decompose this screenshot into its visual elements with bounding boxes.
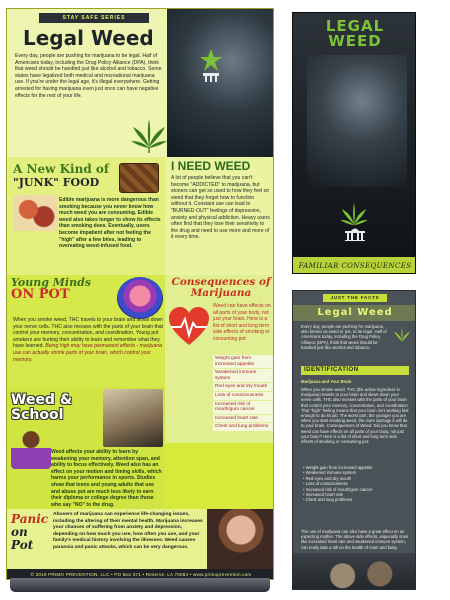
panic-title-line1: Panic <box>11 512 49 526</box>
young-minds-warning: Being high may have permanent effects - marijuana use can actually shrink parts of your brain, which control your memory. <box>13 343 162 363</box>
school-title-line2: School <box>11 407 64 423</box>
poster-title-line2: WEED <box>328 32 382 50</box>
consequences-list <box>213 355 273 432</box>
rollup-banner <box>6 8 274 580</box>
card-intro-text: Every day, people are pushing for marijuana, also known as weed or pot, to be legal. Half of Americans today, including the Drug Policy Alliance (DPA), think that weed should be handled just like alcohol and tobacco. <box>301 324 387 350</box>
list-item: • Increased risk of mouth/gum cancer <box>303 487 407 492</box>
junk-food-text: Edible marijuana is more dangerous than smoking because you never know how much weed you are consuming. Edible weed also takes longer to show its effects than smoking does. Eventually, users become impatient after not feeling the "high" after a few bites, leading to overeating weed-infused food. <box>59 197 161 250</box>
weed-school-text: Weed affects your ability to learn by weakening your memory, attention span, and ability to focus effectively. Weed also has an effect on your motion and timing skills, which harms your performance in sports. Studies show that teens and young adults that use and abuse pot are much less likely to earn their diploma or college degree than those who say "NO" to the drug. <box>51 449 162 508</box>
hands-photo <box>293 553 416 590</box>
card-badge: JUST THE FACTS <box>323 294 387 302</box>
fact-card <box>292 290 416 590</box>
series-badge: STAY SAFE SERIES <box>39 13 149 23</box>
i-need-weed-text: A lot of people believe that you can't become "ADDICTED" to marijuana, but stoners can get so used to how they feel on weed that they forget how to function without it. Constant use can lead to "BURNED-OUT" feelings of depression, anxiety and physical addiction. Heavy users often find that they lose their sensitivity to the drug and need to use more and more of it every time. <box>171 175 270 241</box>
panic-text: Abusers of marijuana can experience life-changing issues, including the altering of their mental health. Marijuana increases your chances of suffering from anxiety and depression, depending on how much you use, how often you use, and your family's medical history involving the illnesses. Weed causes paranoia and panic attacks, which can be very dangerous. <box>53 512 203 550</box>
panic-heading <box>11 513 51 552</box>
i-need-weed-heading: I NEED WEED <box>171 159 251 173</box>
young-minds-heading <box>11 277 111 301</box>
cannabis-leaf-icon <box>131 119 167 153</box>
card-outro-text: The use of marijuana can also have a great effect on an expecting mother. The above side effects, especially ones like increased heart rate and weakened immune system, can really take a toll on the health of mom and baby. <box>301 529 409 550</box>
cannabis-leaf-icon <box>393 327 411 345</box>
student-laptop-photo <box>103 389 163 447</box>
card-effects-list <box>303 465 407 503</box>
poster-tagline: FAMILIAR CONSEQUENCES <box>293 257 416 274</box>
junk-title-line2: "JUNK" FOOD <box>13 176 100 189</box>
capitol-icon <box>191 45 231 85</box>
young-minds-text <box>13 317 163 363</box>
intro-text: Every day, people are pushing for marijuana to be legal. Half of Americans today, including the Drug Policy Alliance (DPA), think that weed should be handled just like alcohol and tobacco. Some states have legalized both medical and recreational marijuana use. If you're under the legal age, it's illegal everywhere. Getting arrested for having marijuana even just once can have negative effects for the rest of your life. <box>15 53 162 99</box>
cannabis-leaf-icon <box>339 203 369 229</box>
weed-school-heading <box>11 393 101 423</box>
young-minds-panel <box>7 275 165 387</box>
heartbeat-icon <box>167 305 211 349</box>
junk-title-line1: A New Kind of <box>13 162 110 176</box>
list-item: Weakened immune system <box>213 369 273 382</box>
panic-title-line2: on Pot <box>11 525 34 552</box>
card-body-text: When you smoke weed, THC (the active ingredient in marijuana) travels to your brain and slows down your nerve cells. THC also messes with the parts of your brain that control your memory, concentration, and coordination. That "high" feeling means that your brain isn't working fast enough to do its job. The worst part, the younger you are when you start smoking weed, the more damage it will do to your brain. Consequences of Weed: Did you know that weed can have effects on all parts of your body, not just your brain? Here is a list of short and long term side effects of smoking or consuming pot: <box>301 387 409 445</box>
poster <box>292 12 416 274</box>
list-item: • Weight gain from increased appetite <box>303 465 407 470</box>
hooded-teen-photo <box>167 9 274 157</box>
banner-title: Legal Weed <box>23 26 154 50</box>
card-title: Legal Weed <box>293 305 416 321</box>
brownie-image <box>119 163 159 193</box>
list-item: • Weakened immune system <box>303 470 407 475</box>
list-item: Weight gain from increased appetite <box>213 355 273 368</box>
card-section-subheading: Marijuana and Your Brain <box>301 379 352 384</box>
young-title-line1: Young Minds <box>11 276 91 289</box>
card-section-heading: IDENTIFICATION <box>301 366 409 375</box>
list-item: Increased risk of mouth/gum cancer <box>213 401 273 414</box>
young-title-line2: ON POT <box>11 287 70 302</box>
young-minds-body: When you smoke weed, THC travels to your brain and slows down your nerve cells. THC also messes with the parts of your brain that control your memory, concentration, and coordination. Young pot smokers are hurting their ability to learn and remember what they have learned. <box>13 317 163 350</box>
banner-footer: © 2019 PRIMO PREVENTION, LLC • PO Box 371 • Reserve, LA 70084 • www.primoprevention.com <box>7 569 274 580</box>
list-item: • Red eyes and dry mouth <box>303 476 407 481</box>
consequences-text: Weed can have effects on all parts of your body, not just your brain. Here is a list of short and long term side effects of smoking or consuming pot: <box>213 303 271 342</box>
poster-title <box>293 19 416 49</box>
list-item: • Loss of consciousness <box>303 481 407 486</box>
consequences-heading: Consequences of Marijuana <box>171 276 271 299</box>
list-item: Chest and lung problems <box>213 423 273 431</box>
poster-title-line1: LEGAL <box>325 17 385 35</box>
i-need-weed-panel <box>165 157 274 275</box>
banner-stand-base <box>10 578 270 592</box>
panic-panel <box>7 509 274 569</box>
brain-scan-image <box>117 277 163 319</box>
capitol-icon <box>345 227 365 241</box>
list-item: Red eyes and dry mouth <box>213 383 273 391</box>
school-title-line1: Weed & <box>11 392 73 408</box>
list-item: • Chest and lung problems <box>303 497 407 502</box>
list-item: Loss of consciousness <box>213 392 273 400</box>
student-cartoon-image <box>11 427 51 469</box>
list-item: • Increased heart rate <box>303 492 407 497</box>
edible-candy-image <box>13 195 57 231</box>
intro-panel <box>7 9 274 157</box>
anxious-woman-photo <box>207 509 274 569</box>
hooded-teen-photo <box>307 55 407 187</box>
consequences-panel <box>165 275 274 443</box>
list-item: Increased heart rate <box>213 415 273 423</box>
junk-food-panel <box>7 157 165 275</box>
weed-school-panel <box>7 387 165 509</box>
